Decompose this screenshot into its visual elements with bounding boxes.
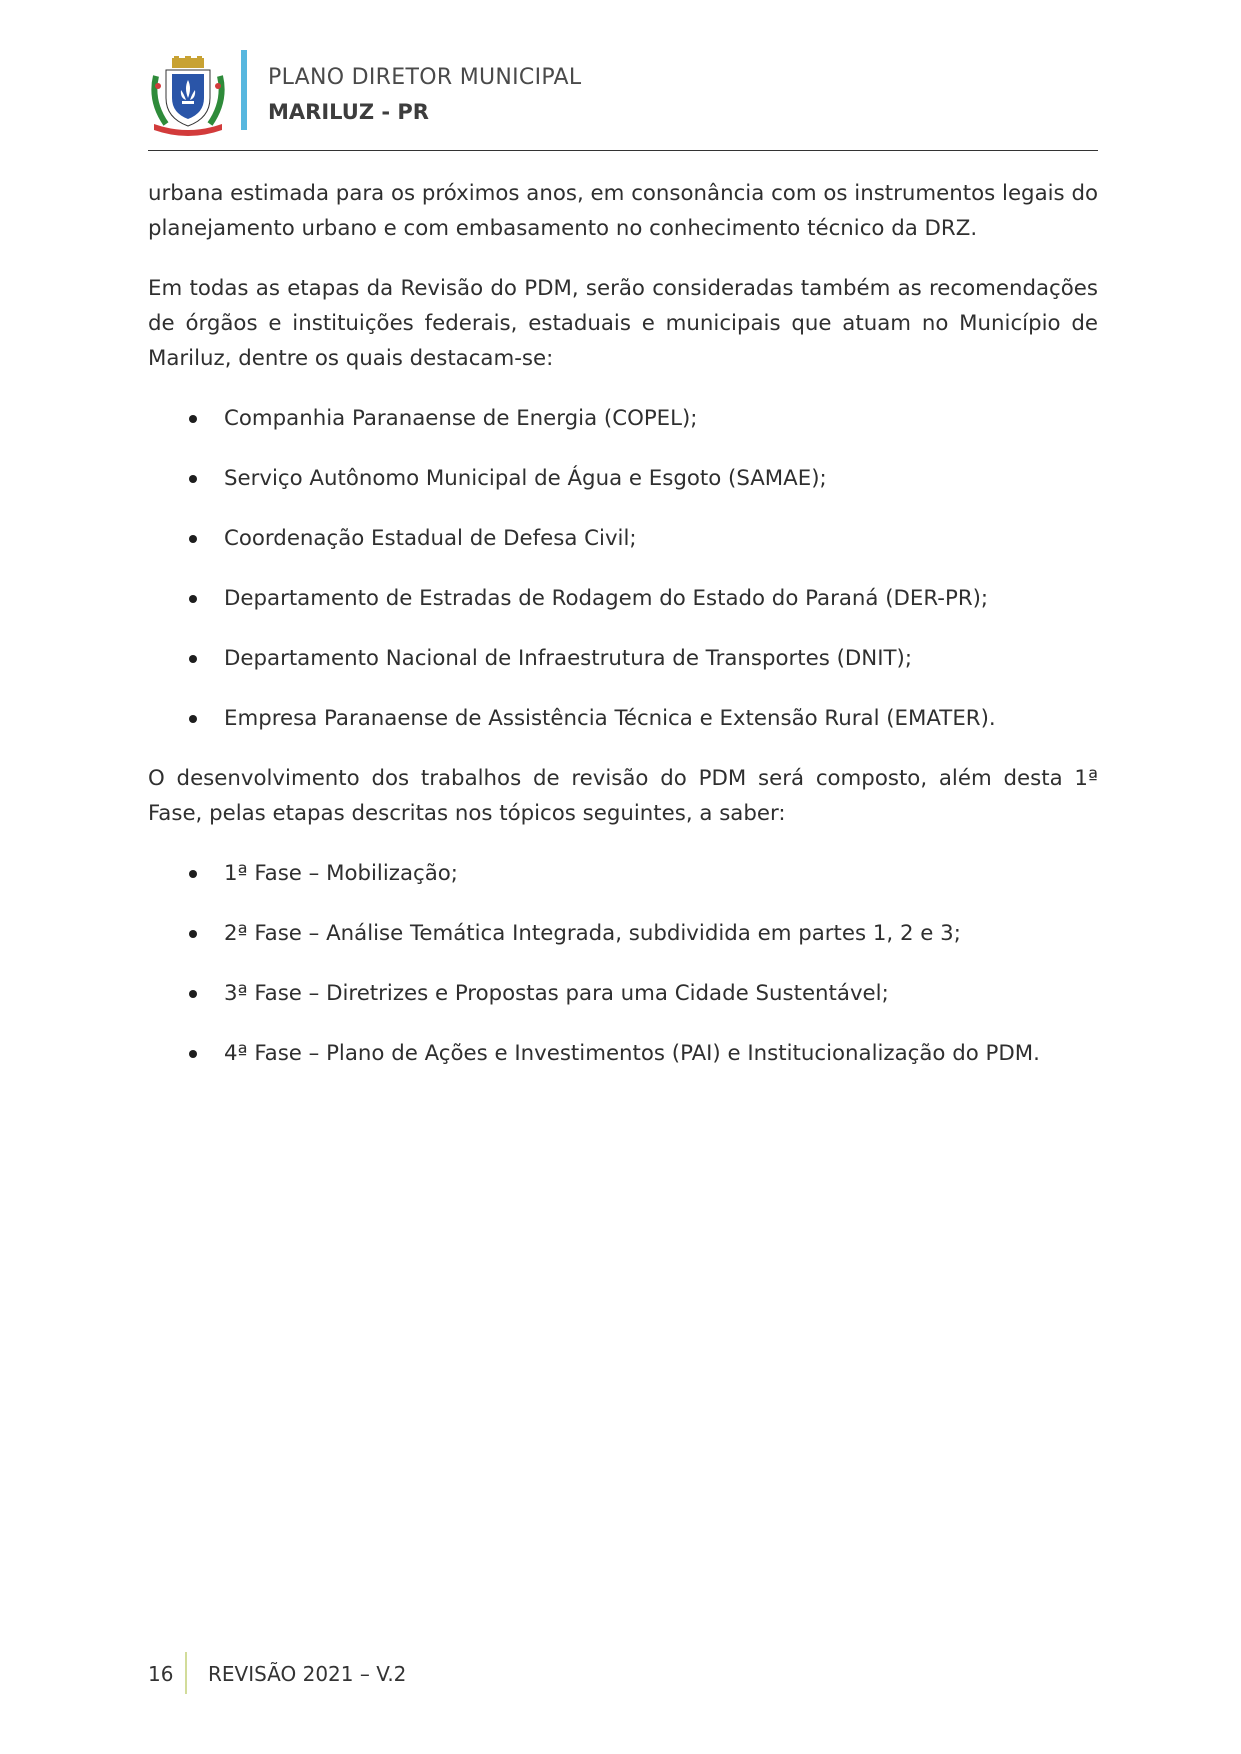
list-item-text: 4ª Fase – Plano de Ações e Investimentos (PAI) e Institucionalização do PDM.: [224, 1041, 1040, 1066]
list-item-text: Departamento Nacional de Infraestrutura de Transportes (DNIT);: [224, 646, 912, 671]
document-body: [148, 176, 1098, 1096]
bullet-icon: [189, 535, 197, 543]
list-item: [148, 1036, 1098, 1071]
bullet-icon: [189, 715, 197, 723]
list-item-text: 1ª Fase – Mobilização;: [224, 861, 458, 886]
bullet-icon: [189, 595, 197, 603]
phases-list: [148, 856, 1098, 1071]
bullet-icon: [189, 1050, 197, 1058]
institutions-list: [148, 401, 1098, 736]
list-item: [148, 581, 1098, 616]
bullet-icon: [189, 415, 197, 423]
list-item-text: Serviço Autônomo Municipal de Água e Esgoto (SAMAE);: [224, 466, 827, 491]
list-item: [148, 976, 1098, 1011]
paragraph: Em todas as etapas da Revisão do PDM, serão consideradas também as recomendações de órgãos e instituições federais, estaduais e municipais que atuam no Município de Mariluz, dentre os quais destacam-se:: [148, 276, 1098, 371]
document-title: PLANO DIRETOR MUNICIPAL: [268, 65, 582, 90]
bullet-icon: [189, 475, 197, 483]
page-footer: [148, 1652, 548, 1694]
list-item-text: 3ª Fase – Diretrizes e Propostas para uma Cidade Sustentável;: [224, 981, 889, 1006]
header-accent-bar: [241, 50, 247, 130]
paragraph: urbana estimada para os próximos anos, em consonância com os instrumentos legais do planejamento urbano e com embasamento no conhecimento técnico da DRZ.: [148, 181, 1098, 241]
footer-divider: [185, 1652, 187, 1694]
bullet-icon: [189, 930, 197, 938]
list-item: [148, 461, 1098, 496]
list-item: [148, 641, 1098, 676]
bullet-icon: [189, 870, 197, 878]
page-number: 16: [148, 1662, 174, 1686]
list-item-text: Empresa Paranaense de Assistência Técnica e Extensão Rural (EMATER).: [224, 706, 996, 731]
header-divider: [148, 150, 1098, 151]
list-item-text: 2ª Fase – Análise Temática Integrada, subdividida em partes 1, 2 e 3;: [224, 921, 961, 946]
list-item-text: Departamento de Estradas de Rodagem do Estado do Paraná (DER-PR);: [224, 586, 989, 611]
list-item: [148, 916, 1098, 951]
list-item: [148, 401, 1098, 436]
bullet-icon: [189, 990, 197, 998]
list-item-text: Coordenação Estadual de Defesa Civil;: [224, 526, 637, 551]
bullet-icon: [189, 655, 197, 663]
municipality-name: MARILUZ - PR: [268, 100, 429, 124]
paragraph: O desenvolvimento dos trabalhos de revisão do PDM será composto, além desta 1ª Fase, pelas etapas descritas nos tópicos seguintes, a saber:: [148, 766, 1098, 826]
list-item: [148, 856, 1098, 891]
list-item: [148, 521, 1098, 556]
list-item: [148, 701, 1098, 736]
list-item-text: Companhia Paranaense de Energia (COPEL);: [224, 406, 698, 431]
revision-label: REVISÃO 2021 – V.2: [208, 1662, 407, 1686]
mariluz-coat-of-arms-logo: [148, 56, 228, 138]
page-header: [148, 48, 1098, 152]
